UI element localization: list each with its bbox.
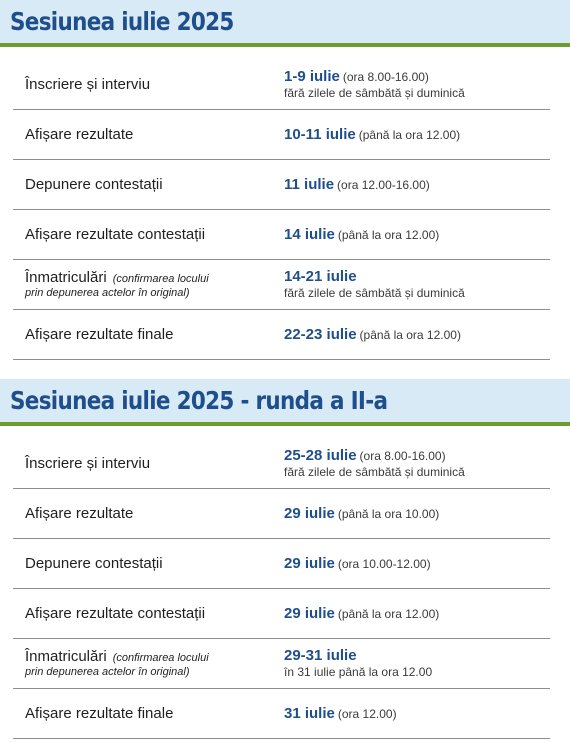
schedule-row xyxy=(13,210,550,260)
row-label: Afișare rezultate contestații xyxy=(25,226,206,243)
row-label: Afișare rezultate finale xyxy=(25,326,174,343)
row-date: 29 iulie xyxy=(284,554,335,572)
schedule-row xyxy=(13,589,550,639)
row-time-note: (ora 8.00-16.00) xyxy=(342,70,429,84)
row-sub-note: fără zilele de sâmbătă și duminică xyxy=(284,465,465,479)
row-date-cell xyxy=(284,505,550,523)
row-time-note: (ora 10.00-12.00) xyxy=(337,556,431,571)
row-date: 29-31 iulie xyxy=(284,647,357,664)
schedule-row xyxy=(13,539,550,589)
row-time-note: (până la ora 12.00) xyxy=(337,606,440,621)
row-label: Afișare rezultate finale xyxy=(25,705,174,722)
schedule-row xyxy=(13,260,550,310)
row-time-note: (ora 8.00-16.00) xyxy=(359,449,446,463)
row-label: Înscriere și interviu xyxy=(25,76,151,93)
row-date: 25-28 iulie xyxy=(284,447,357,464)
row-date-cell xyxy=(284,705,550,723)
row-label-note-cont: prin depunerea actelor în original) xyxy=(25,287,190,299)
row-date: 29 iulie xyxy=(284,504,335,522)
row-date-cell xyxy=(284,126,550,144)
row-label-cell xyxy=(13,270,284,299)
row-label: Afișare rezultate xyxy=(25,126,134,143)
row-label-note-cont: prin depunerea actelor în original) xyxy=(25,666,190,678)
row-date-cell xyxy=(284,268,550,301)
row-date-cell xyxy=(284,447,550,480)
row-date-cell xyxy=(284,647,550,680)
row-date-cell xyxy=(284,68,550,101)
row-date: 11 iulie xyxy=(284,175,335,193)
row-date: 31 iulie xyxy=(284,704,335,722)
row-date-cell xyxy=(284,326,550,344)
session-2-header xyxy=(0,379,570,426)
session-1-title: Sesiunea iulie 2025 xyxy=(10,7,234,36)
row-label-note: (confirmarea locului xyxy=(112,273,209,285)
row-date-cell xyxy=(284,555,550,573)
row-sub-note: fără zilele de sâmbătă și duminică xyxy=(284,86,465,100)
row-label: Depunere contestații xyxy=(25,555,163,572)
schedule-row xyxy=(13,489,550,539)
row-label: Înscriere și interviu xyxy=(25,455,151,472)
schedule-row xyxy=(13,639,550,689)
schedule-row xyxy=(13,310,550,360)
schedule-row xyxy=(13,439,550,489)
row-time-note: (până la ora 10.00) xyxy=(337,506,440,521)
row-date: 14-21 iulie xyxy=(284,268,357,285)
session-1-schedule xyxy=(13,60,550,360)
session-2-title: Sesiunea iulie 2025 - runda a II-a xyxy=(10,386,388,415)
row-date-cell xyxy=(284,226,550,244)
row-label-cell xyxy=(13,649,284,678)
row-label-note: (confirmarea locului xyxy=(112,652,209,664)
row-date: 14 iulie xyxy=(284,225,335,243)
schedule-row xyxy=(13,60,550,110)
row-date-cell xyxy=(284,605,550,623)
row-label: Înmatriculări xyxy=(25,269,107,286)
row-time-note: (ora 12.00-16.00) xyxy=(337,177,430,192)
row-date: 10-11 iulie xyxy=(284,125,356,143)
row-date-cell xyxy=(284,176,550,194)
row-sub-note: în 31 iulie până la ora 12.00 xyxy=(284,665,433,679)
row-date: 29 iulie xyxy=(284,604,335,622)
row-date: 22-23 iulie xyxy=(284,325,357,343)
row-time-note: (ora 12.00) xyxy=(337,706,397,721)
row-label: Afișare rezultate xyxy=(25,505,134,522)
row-label: Înmatriculări xyxy=(25,648,107,665)
row-label: Depunere contestații xyxy=(25,176,163,193)
schedule-row xyxy=(13,160,550,210)
schedule-row xyxy=(13,689,550,739)
schedule-row xyxy=(13,110,550,160)
row-time-note: (până la ora 12.00) xyxy=(359,327,461,342)
session-2-schedule xyxy=(13,439,550,739)
row-label: Afișare rezultate contestații xyxy=(25,605,206,622)
row-time-note: (până la ora 12.00) xyxy=(358,127,461,142)
section-spacer xyxy=(0,360,570,379)
session-1-header xyxy=(0,0,570,47)
row-time-note: (până la ora 12.00) xyxy=(337,227,440,242)
row-sub-note: fără zilele de sâmbătă și duminică xyxy=(284,286,465,300)
row-date: 1-9 iulie xyxy=(284,68,340,85)
